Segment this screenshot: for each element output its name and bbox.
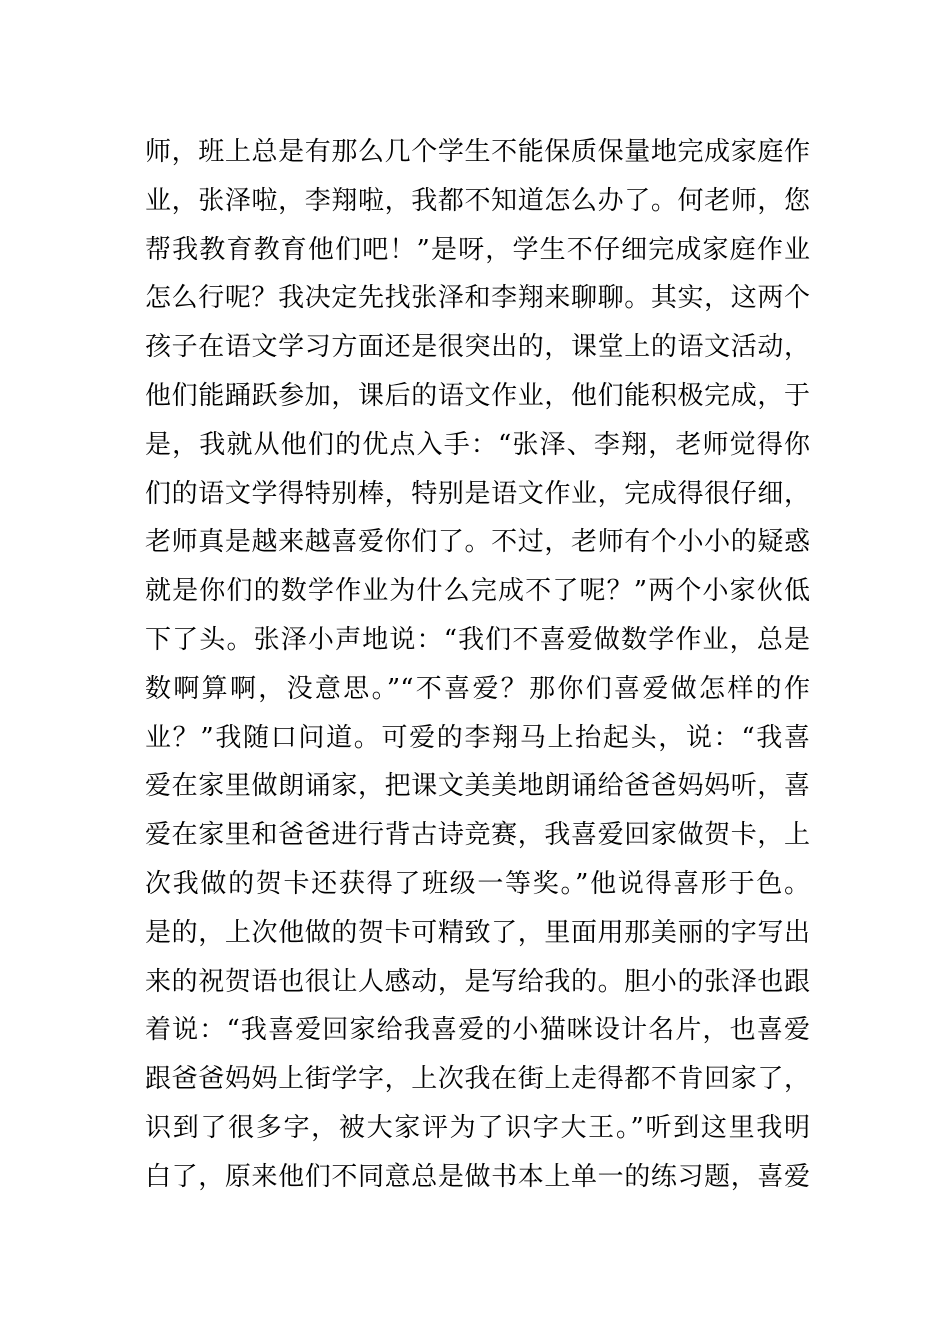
text-line: 就是你们的数学作业为什么完成不了呢？”两个小家伙低 — [145, 576, 810, 607]
text-line: 来的祝贺语也很让人感动，是写给我的。胆小的张泽也跟 — [145, 966, 810, 997]
body-text — [145, 128, 810, 1202]
text-line: 数啊算啊，没意思。”“不喜爱？那你们喜爱做怎样的作 — [145, 673, 810, 704]
text-line: 孩子在语文学习方面还是很突出的，课堂上的语文活动， — [145, 332, 810, 363]
text-line: 着说：“我喜爱回家给我喜爱的小猫咪设计名片，也喜爱 — [145, 1015, 810, 1046]
text-line: 是，我就从他们的优点入手：“张泽、李翔，老师觉得你 — [145, 429, 810, 460]
text-line: 识到了很多字，被大家评为了识字大王。”听到这里我明 — [145, 1112, 810, 1143]
text-line: 爱在家里和爸爸进行背古诗竞赛，我喜爱回家做贺卡，上 — [145, 820, 810, 851]
text-line: 帮我教育教育他们吧！”是呀，学生不仔细完成家庭作业 — [145, 234, 810, 265]
text-line: 次我做的贺卡还获得了班级一等奖。”他说得喜形于色。 — [145, 868, 810, 899]
text-line: 是的，上次他做的贺卡可精致了，里面用那美丽的字写出 — [145, 917, 810, 948]
text-line: 师，班上总是有那么几个学生不能保质保量地完成家庭作 — [145, 137, 810, 167]
text-line: 业？”我随口问道。可爱的李翔马上抬起头，说：“我喜 — [145, 722, 810, 753]
text-line: 白了，原来他们不同意总是做书本上单一的练习题，喜爱 — [145, 1161, 810, 1192]
text-line: 老师真是越来越喜爱你们了。不过，老师有个小小的疑惑 — [145, 527, 810, 558]
text-line: 怎么行呢？我决定先找张泽和李翔来聊聊。其实，这两个 — [145, 283, 810, 314]
text-line: 下了头。张泽小声地说：“我们不喜爱做数学作业，总是 — [145, 624, 810, 655]
text-line: 们的语文学得特别棒，特别是语文作业，完成得很仔细， — [145, 478, 810, 509]
text-line: 跟爸爸妈妈上街学字，上次我在街上走得都不肯回家了， — [145, 1064, 810, 1095]
text-line: 业，张泽啦，李翔啦，我都不知道怎么办了。何老师，您 — [145, 185, 810, 216]
text-line: 爱在家里做朗诵家，把课文美美地朗诵给爸爸妈妈听，喜 — [145, 771, 810, 802]
text-line: 他们能踊跃参加，课后的语文作业，他们能积极完成，于 — [145, 380, 810, 411]
